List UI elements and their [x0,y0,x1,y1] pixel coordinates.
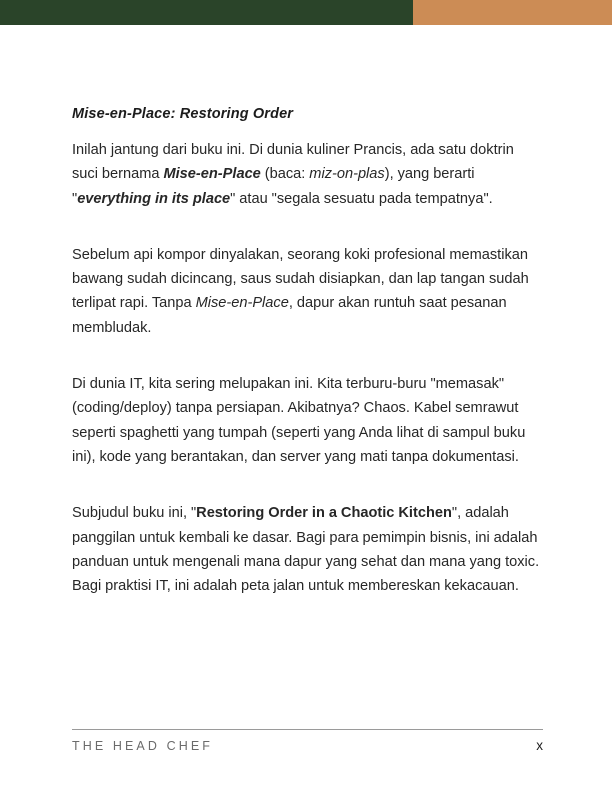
emphasis-run: everything in its place [77,190,231,207]
section-heading: Mise-en-Place: Restoring Order [72,106,294,122]
para-1: Inilah jantung dari buku ini. Di dunia kuliner Prancis, ada satu doktrin suci bernama Mise-en-Place (baca: miz-on-plas), yang berarti "everything in its place" atau "segala sesuatu pada tempatnya". [72,142,514,207]
emphasis-run: Mise-en-Place [163,166,261,183]
footer-page-number: x [536,738,543,753]
emphasis-run: miz-on-plas [309,166,385,183]
footer-book-title: THE HEAD CHEF [72,739,214,753]
para-3: Di dunia IT, kita sering melupakan ini. Kita terburu-buru "memasak" (coding/deploy) tanpa persiapan. Akibatnya? Chaos. Kabel semrawut seperti spaghetti yang tumpah (seperti yang Anda lihat di sampul buku ini), kode yang berantakan, dan server yang mati tanpa dokumentasi. [72,376,526,465]
emphasis-run: Restoring Order in a Chaotic Kitchen [196,505,452,522]
footer-divider [72,729,543,730]
emphasis-run: Mise-en-Place [195,295,289,312]
footer-row [72,738,543,753]
header-bar-green-block [0,0,413,25]
header-decorative-bar [0,0,612,25]
para-2: Sebelum api kompor dinyalakan, seorang koki profesional memastikan bawang sudah dicincang, saus sudah disiapkan, dan lap tangan sudah terlipat rapi. Tanpa Mise-en-Place, dapur akan runtuh saat pesanan membludak. [72,246,529,336]
header-bar-orange-block [413,0,612,25]
para-4: Subjudul buku ini, "Restoring Order in a Chaotic Kitchen", adalah panggilan untuk kembali ke dasar. Bagi para pemimpin bisnis, ini adalah panduan untuk mengenali mana dapur yang sehat dan mana yang toxic. Bagi praktisi IT, ini adalah peta jalan untuk membereskan kekacauan. [72,505,540,595]
chapter-content [72,104,543,598]
page-footer [72,729,543,753]
paragraph-list [72,138,543,598]
